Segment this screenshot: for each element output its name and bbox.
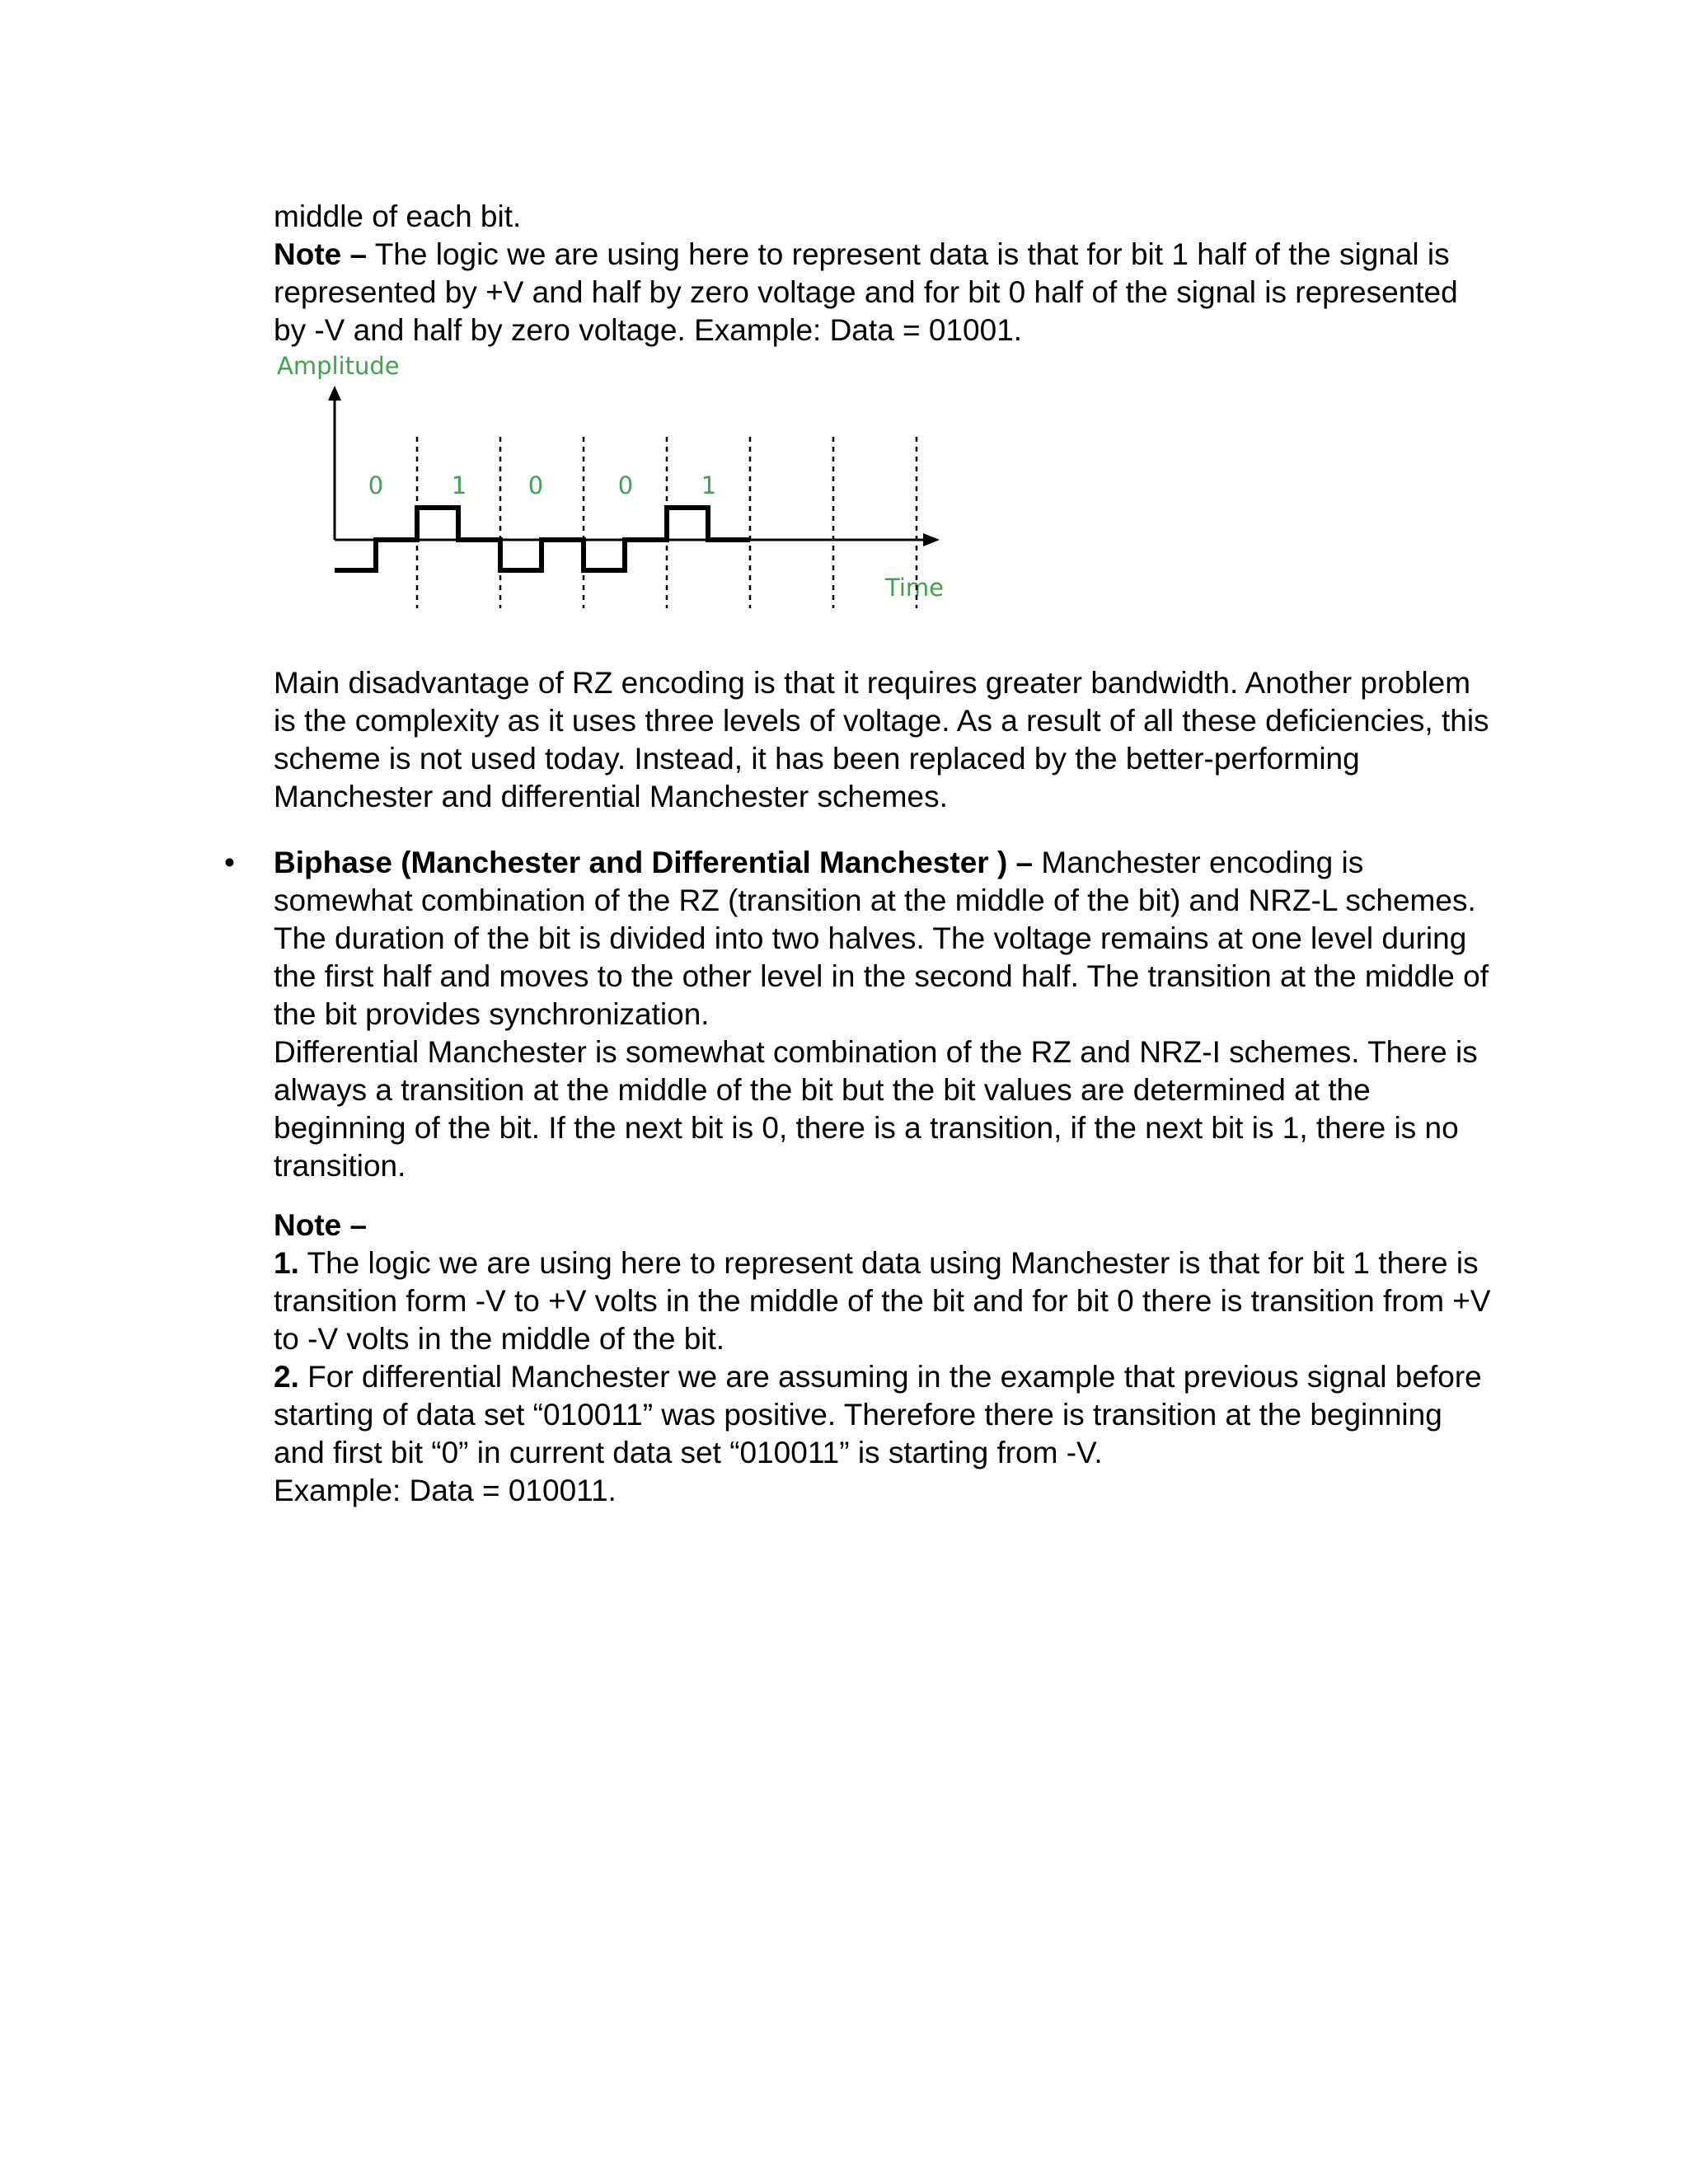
bit-label: 1 — [451, 471, 467, 499]
differential-manchester-paragraph: Differential Manchester is somewhat combination of the RZ and NRZ-I schemes. There is always a transition at the middle of the bit but the bit values are determined at the beginning of the bit. If the next bit is 0, there is a transition, if the next bit is 1, there is no transition. — [274, 1035, 1478, 1183]
note-item-2-text: For differential Manchester we are assuming in the example that previous signal before starting of data set “010011” was positive. Therefore there is transition at the beginning and first bit “0” in current data set “010011” is starting from -V. — [274, 1360, 1482, 1469]
bit-label: 0 — [368, 471, 384, 499]
bit-label: 0 — [528, 471, 544, 499]
bit-label: 1 — [701, 471, 717, 499]
biphase-paragraph — [274, 844, 1493, 1033]
note-paragraph — [274, 236, 1493, 349]
rz-encoding-diagram — [265, 346, 974, 618]
rz-disadvantage-paragraph: Main disadvantage of RZ encoding is that it requires greater bandwidth. Another problem is the complexity as it uses three levels of voltage. As a result of all these deficiencies, this scheme is not used today. Instead, it has been replaced by the better-performing Manchester and differential Manchester schemes. — [274, 666, 1489, 813]
bit-labels — [368, 471, 716, 499]
continuation-text: middle of each bit. — [274, 199, 522, 233]
y-axis-arrow — [328, 386, 341, 401]
note-item-1 — [274, 1244, 1493, 1358]
rz-disadvantage-section — [274, 664, 1493, 816]
bullet-marker: • — [224, 846, 235, 879]
note-item-1-number: 1. — [274, 1246, 299, 1280]
biphase-section — [274, 844, 1493, 1185]
note-heading: Note – — [274, 1208, 368, 1242]
note-item-2 — [274, 1358, 1493, 1472]
note-item-1-text: The logic we are using here to represent data using Manchester is that for bit 1 there is transition form -V to +V volts in the middle of the bit and for bit 0 there is transition from +V to -V volts in the middle of the bit. — [274, 1246, 1491, 1356]
amplitude-label: Amplitude — [277, 352, 400, 380]
time-label: Time — [885, 574, 944, 602]
bit-label: 0 — [617, 471, 634, 499]
rz-encoding-figure — [265, 346, 974, 618]
manchester-note-section — [274, 1207, 1493, 1510]
biphase-title: Biphase (Manchester and Differential Manchester ) – — [274, 846, 1034, 879]
note-label: Note – — [274, 237, 368, 271]
note-section-rz — [274, 198, 1493, 349]
biphase-text: Manchester encoding is somewhat combination of the RZ (transition at the middle of the bit) and NRZ-L schemes. The duration of the bit is divided into two halves. The voltage remains at one level during the first half and moves to the other level in the second half. The transition at the middle of the bit provides synchronization. — [274, 846, 1489, 1031]
note-item-2-number: 2. — [274, 1360, 299, 1394]
example-text: Example: Data = 010011. — [274, 1474, 617, 1507]
note-text: The logic we are using here to represent data is that for bit 1 half of the signal is represented by +V and half by zero voltage and for bit 0 half of the signal is represented by -V and half by zero voltage. Example: Data = 01001. — [274, 237, 1458, 347]
x-axis-arrow — [923, 533, 940, 546]
